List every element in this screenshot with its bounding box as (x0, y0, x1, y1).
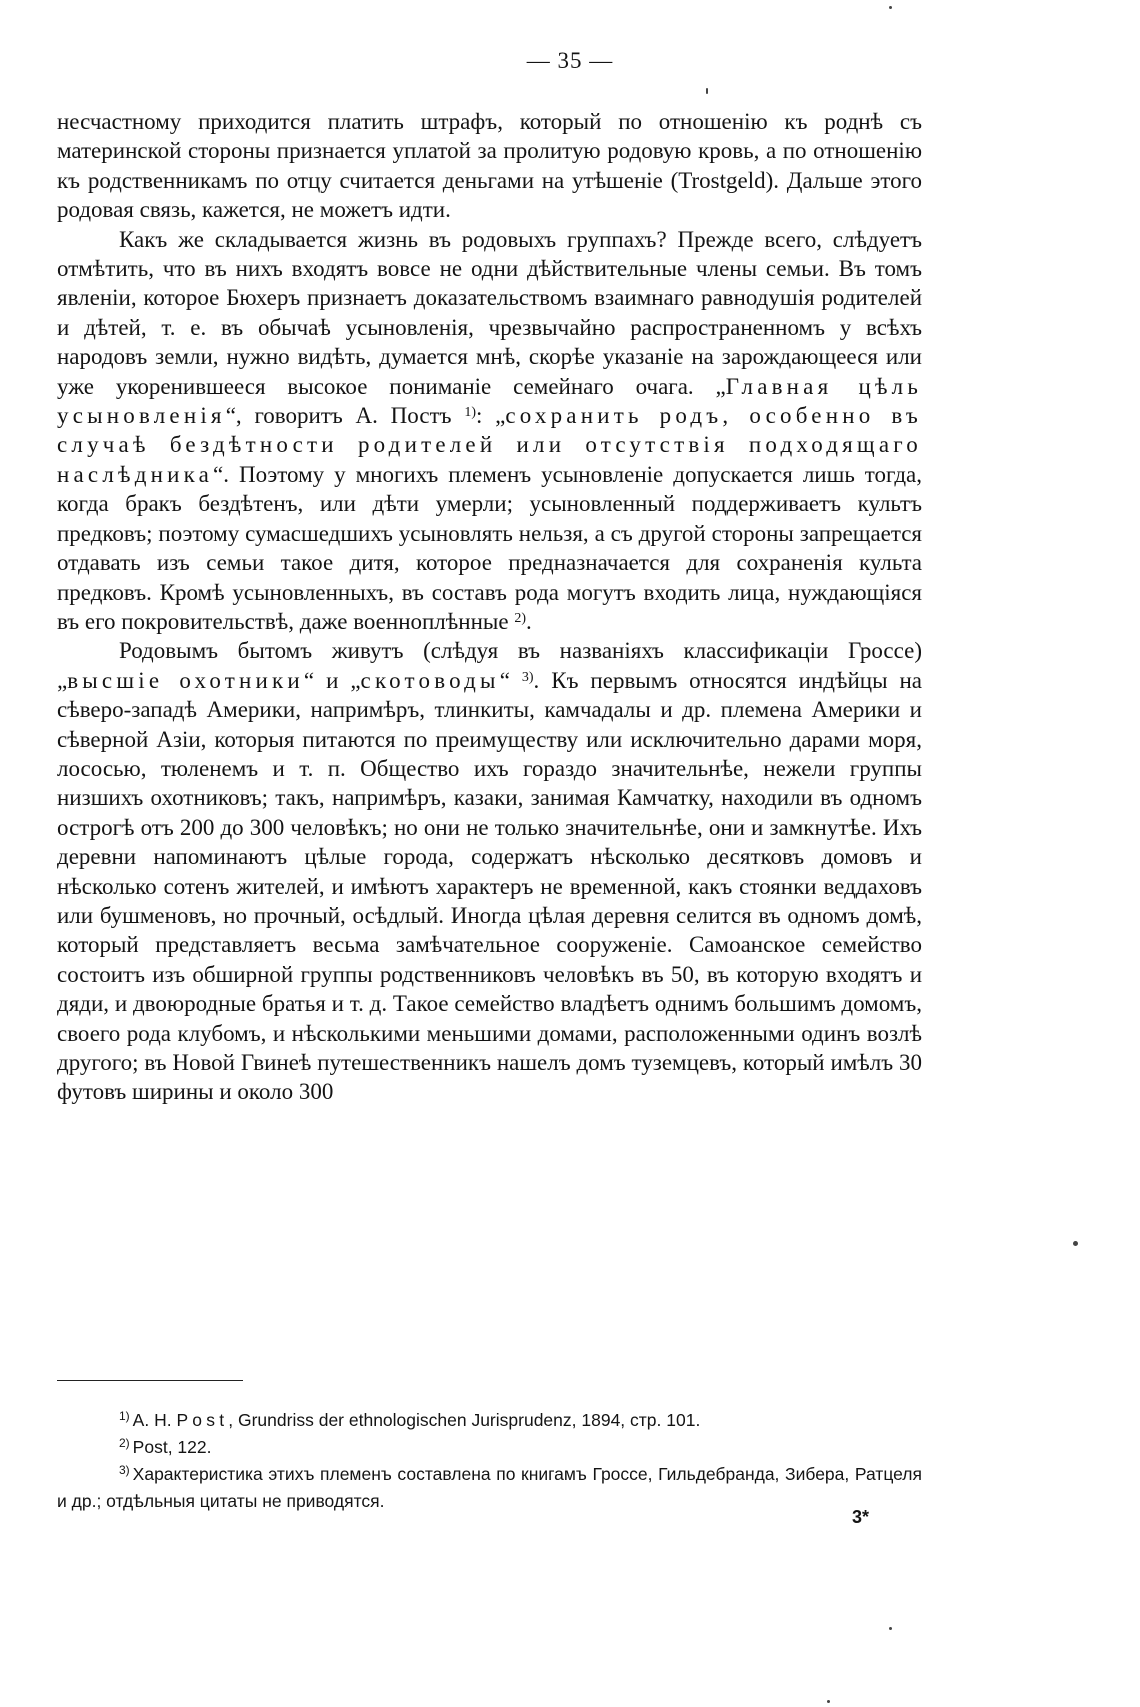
text-run: . (525, 608, 532, 634)
paragraph (57, 636, 922, 1107)
scan-speck (1073, 1241, 1078, 1246)
scan-speck (827, 1700, 830, 1703)
text-run: “ и „ (303, 667, 361, 693)
page-number: — 35 — (526, 48, 614, 73)
footnote (57, 1461, 922, 1515)
spaced-emphasis: высшіе охотники (67, 667, 304, 693)
paragraph (57, 107, 922, 225)
footnote-mark: 2) (119, 1436, 130, 1450)
footnote-reference: 2) (514, 610, 526, 626)
text-run: , Grundriss der ethnologischen Jurisprudenz, 1894, стр. 101. (228, 1410, 701, 1430)
footnote-reference: 1) (464, 405, 476, 421)
footnote-divider (57, 1380, 243, 1381)
text-run: . Къ первымъ относятся индѣйцы на сѣверо-западѣ Америки, напримѣръ, тлинкиты, камчадалы и др. племена Америки и сѣверной Азіи, которыя питаются по преимуществу или исключительно дарами моря, лососью, тюленемъ и т. п. Общество ихъ гораздо значительнѣе, нежели группы низшихъ охотниковъ; такъ, напримѣръ, казаки, занимая Камчатку, находили въ одномъ острогѣ отъ 200 до 300 человѣкъ; но они не только значительнѣе, они и замкнутѣе. Ихъ деревни напоминаютъ цѣлые города, содержатъ нѣсколько десятковъ домовъ и нѣсколько сотенъ жителей, и имѣютъ характеръ не временной, какъ стоянки веддаховъ или бушменовъ, но прочный, осѣдлый. Иногда цѣлая деревня селится въ одномъ домѣ, который представляетъ весьма замѣчательное сооруженіе. Самоанское семейство состоитъ изъ обширной группы родственниковъ человѣкъ въ 50, въ которую входятъ и дяди, и двоюродные братья и т. д. Такое семейство владѣетъ однимъ большимъ домомъ, своего рода клубомъ, и нѣсколькими меньшими домами, расположенными одинъ возлѣ другого; въ Новой Гвинеѣ путешественникъ нашелъ домъ туземцевъ, который имѣлъ 30 футовъ ширины и около 300 (57, 667, 922, 1105)
text-run: “. Поэтому у многихъ племенъ усыновленіе допускается лишь тогда, когда бракъ бездѣтенъ, или дѣти умерли; усыновленный поддерживаетъ культъ предковъ; поэтому сумасшедшихъ усыновлять нельзя, а съ другой стороны запрещается отдавать изъ семьи такое дитя, которое предназначается для сохраненія культа предковъ. Кромѣ усыновленныхъ, въ составъ рода могутъ входить лица, нуждающіяся въ его покровительствѣ, даже военноплѣнные (57, 461, 922, 634)
text-run: : „ (475, 403, 506, 429)
footnotes (57, 1407, 922, 1515)
text-run: Характеристика этихъ племенъ составлена по книгамъ Гроссе, Гильдебранда, Зибера, Ратцеля и др.; отдѣльныя цитаты не приводятся. (57, 1464, 922, 1511)
text-run: А. Н. (132, 1410, 177, 1430)
text-run: “, говоритъ А. Постъ (225, 403, 465, 429)
paragraph (57, 225, 922, 637)
footnote (57, 1434, 922, 1461)
spaced-emphasis: Главная цѣль усыновленія (57, 373, 923, 429)
text-run: “ (499, 667, 522, 693)
text-run: Какъ же складывается жизнь въ родовыхъ группахъ? Прежде всего, слѣдуетъ отмѣтить, что въ нихъ входятъ вовсе не одни дѣйствительные члены семьи. Въ томъ явленіи, которое Бюхеръ признаетъ доказательствомъ взаимнаго равнодушія родителей и дѣтей, т. е. въ обычаѣ усыновленія, чрезвычайно распространенномъ у всѣхъ народовъ земли, нужно видѣть, думается мнѣ, скорѣе указаніе на зарождающееся или уже укоренившееся высокое пониманіе семейнаго очага. „ (57, 226, 922, 399)
text-run: Родовымъ бытомъ живутъ (слѣдуя въ названіяхъ классификаціи Гроссе) „ (57, 638, 922, 693)
body-text (57, 107, 922, 1107)
footnote-reference: 3) (521, 669, 534, 685)
footnote-mark: 3) (119, 1463, 130, 1477)
footnote (57, 1407, 922, 1434)
spaced-emphasis: Post (176, 1410, 229, 1430)
spaced-emphasis: скотоводы (360, 667, 500, 693)
text-run: Post, 122. (132, 1437, 212, 1457)
text-run: несчастному приходится платить штрафъ, который по отношенію къ роднѣ съ материнской стороны признается уплатой за пролитую родовую кровь, а по отношенію къ родственникамъ по отцу считается деньгами на утѣшеніе (Trostgeld). Дальше этого родовая связь, кажется, не можетъ идти. (57, 109, 922, 223)
scan-speck (889, 6, 892, 9)
scan-speck (706, 88, 708, 94)
footnote-mark: 1) (119, 1409, 130, 1423)
spaced-emphasis: сохранить родъ, особенно въ случаѣ бездѣтности родителей или отсутствія подходящаго наслѣдника (57, 403, 922, 487)
scan-speck (889, 1627, 892, 1630)
signature-mark: 3* (852, 1507, 870, 1527)
